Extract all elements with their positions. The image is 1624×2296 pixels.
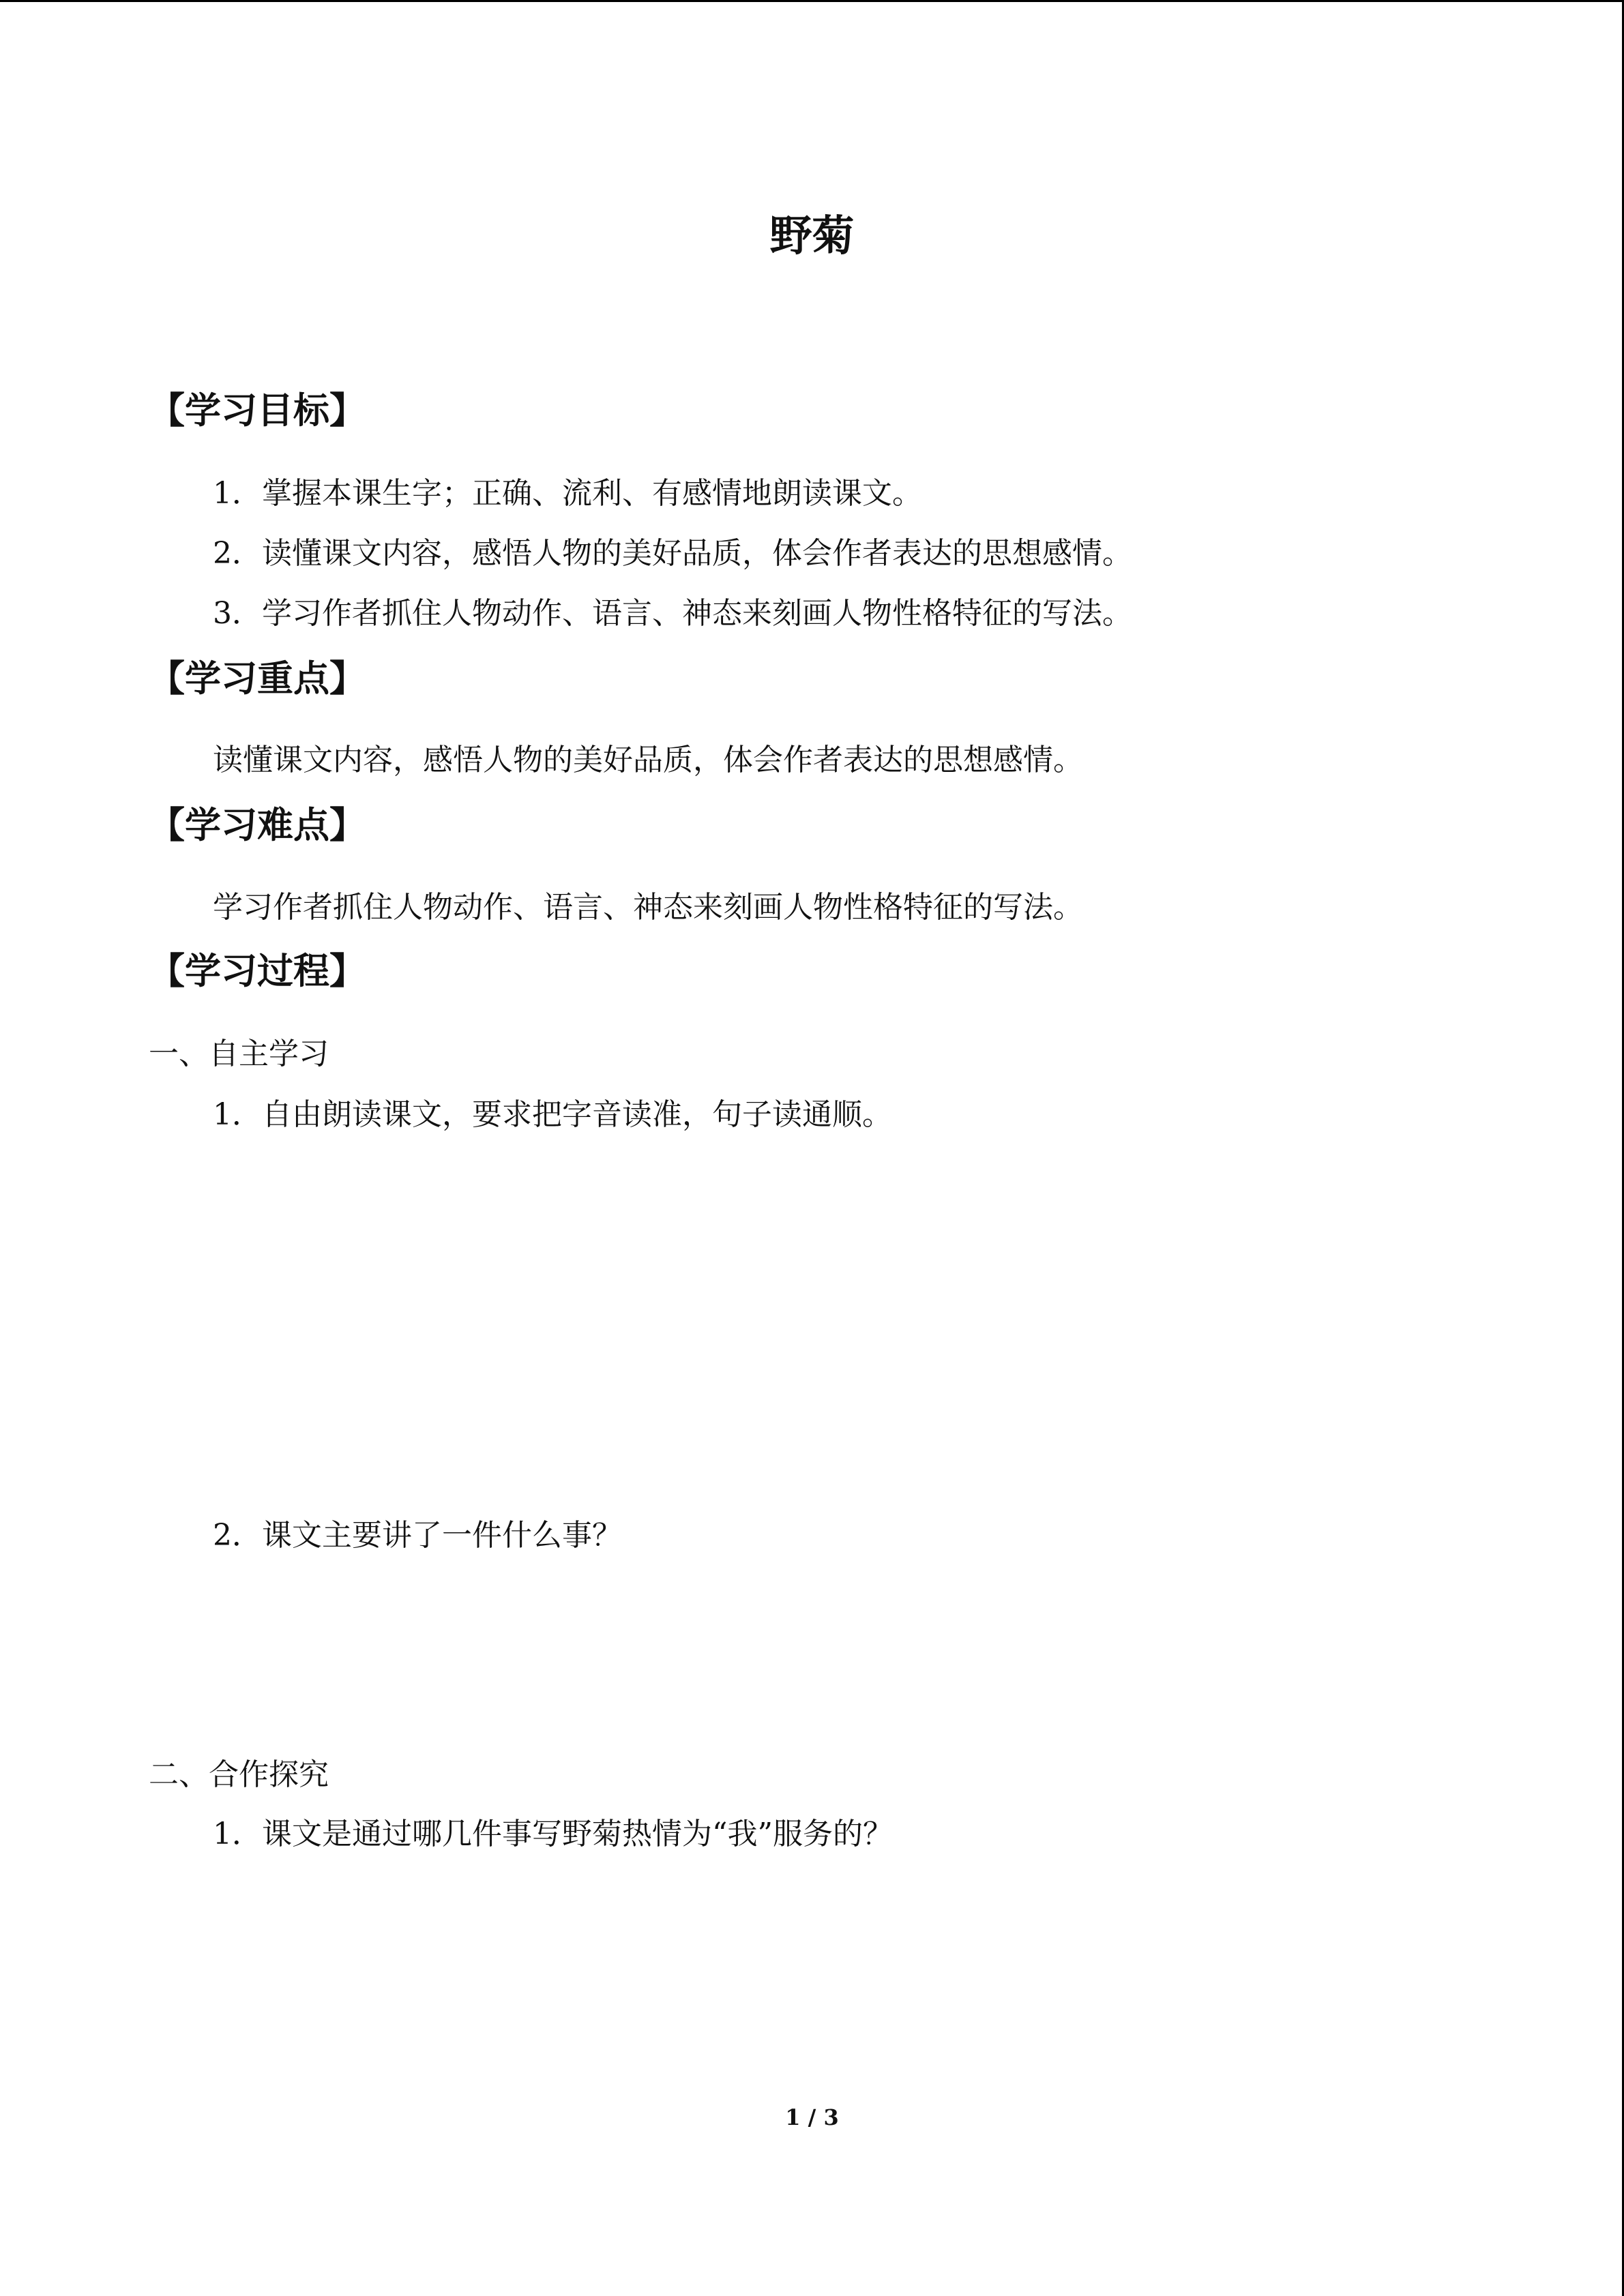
page-title: 野菊 [769,211,855,260]
self-study-item-1: 1．自由朗读课文，要求把字音读准，句子读通顺。 [213,1097,892,1132]
top-border [0,0,1624,2]
difficulties-heading: 【学习难点】 [149,805,366,846]
objective-item-2: 2．读懂课文内容，感悟人物的美好品质，体会作者表达的思想感情。 [213,536,1132,571]
self-study-item-2: 2．课文主要讲了一件什么事？ [213,1518,622,1553]
key-points-text: 读懂课文内容，感悟人物的美好品质，体会作者表达的思想感情。 [213,743,1083,777]
objective-item-1: 1．掌握本课生字；正确、流利、有感情地朗读课文。 [213,476,922,511]
process-heading: 【学习过程】 [149,951,366,992]
objective-item-3: 3．学习作者抓住人物动作、语言、神态来刻画人物性格特征的写法。 [213,596,1132,631]
objectives-heading: 【学习目标】 [149,390,366,432]
cooperative-item-1: 1．课文是通过哪几件事写野菊热情为“我”服务的？ [213,1817,893,1851]
difficulties-text: 学习作者抓住人物动作、语言、神态来刻画人物性格特征的写法。 [213,890,1083,925]
page-number: 1 / 3 [785,2104,839,2130]
self-study-title: 一、自主学习 [149,1037,329,1071]
cooperative-title: 二、合作探究 [149,1757,329,1792]
key-points-heading: 【学习重点】 [149,658,366,700]
